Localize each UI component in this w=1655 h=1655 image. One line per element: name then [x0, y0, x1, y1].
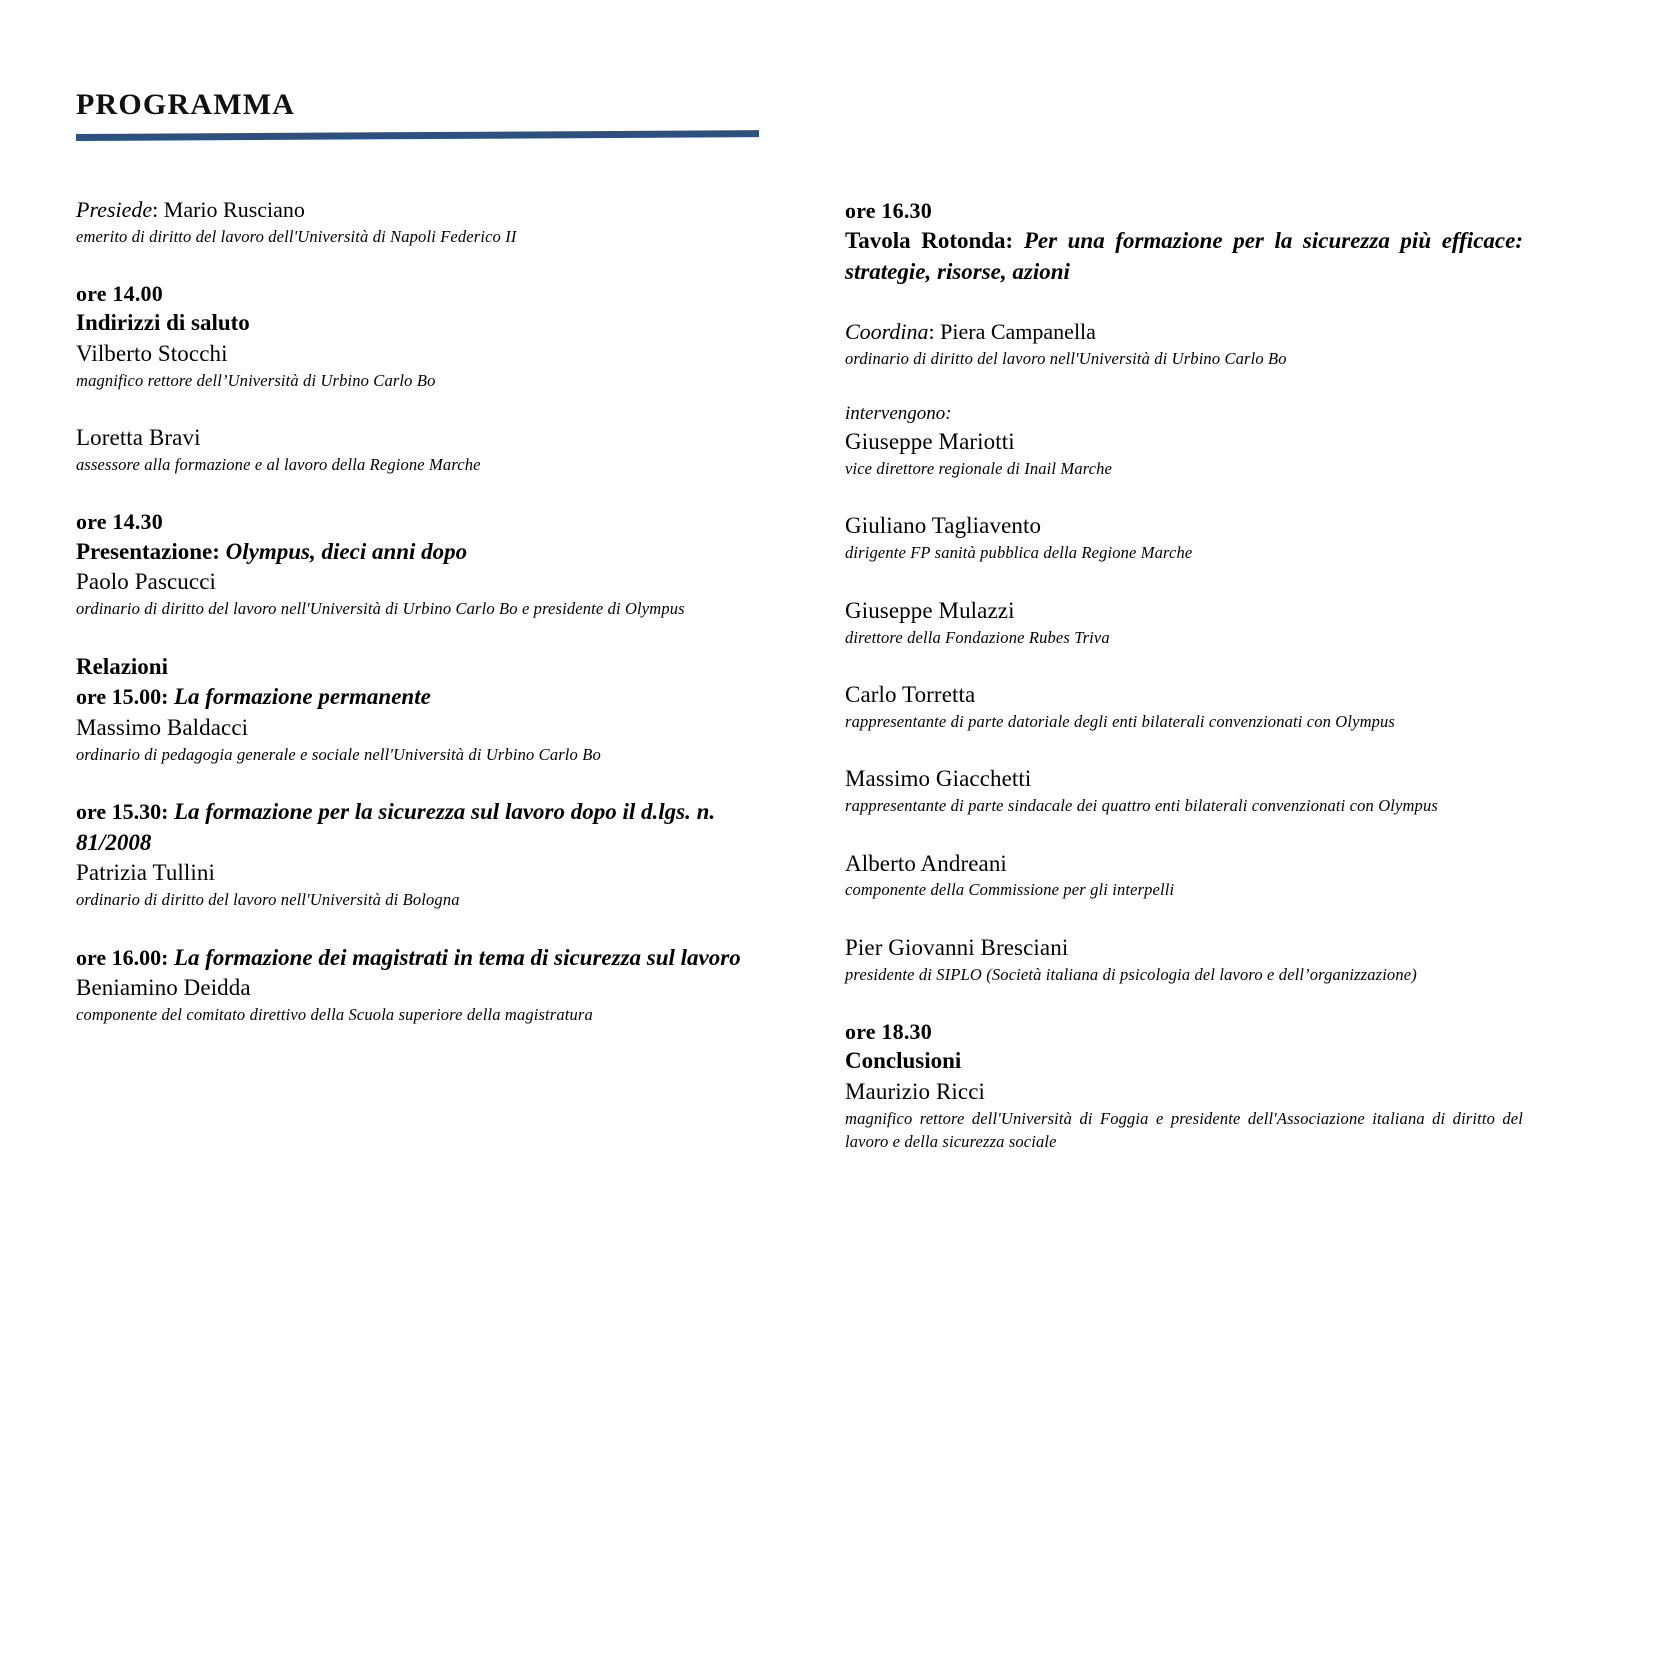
participants-label: intervengono:	[845, 403, 952, 425]
speaker-name: Carlo Torretta	[845, 681, 976, 707]
participant-4-block	[845, 680, 1523, 733]
chair-label: Presiede	[76, 197, 153, 222]
speaker-role: vice direttore regionale di Inail Marche	[845, 458, 1113, 478]
speaker-name: Giuseppe Mulazzi	[845, 597, 1015, 623]
greetings-time: ore 14.00	[76, 281, 163, 307]
relazione-title-line	[76, 682, 776, 713]
speaker-name: Giuliano Tagliavento	[845, 513, 1042, 539]
speaker-role: rappresentante di parte datoriale degli enti bilaterali convenzionati con Olympus	[845, 711, 1396, 731]
relazione-title: La formazione per la sicurezza sul lavoro dopo il d.lgs. n. 81/2008	[76, 799, 716, 855]
speaker-role: magnifico rettore dell'Università di Foggia e presidente dell'Associazione italiana di diritto del lavoro e della sicurezza sociale	[845, 1108, 1523, 1152]
speaker-name: Loretta Bravi	[76, 425, 201, 451]
coordinator-block	[845, 318, 1523, 370]
speaker-name: Giuseppe Mariotti	[845, 429, 1015, 454]
relazione-time: ore 15.30:	[76, 799, 174, 825]
speaker-name: Pier Giovanni Bresciani	[845, 934, 1069, 960]
relazione-title: La formazione permanente	[173, 684, 431, 710]
presentation-heading-title: Olympus, dieci anni dopo	[225, 538, 468, 564]
speaker-role: dirigente FP sanità pubblica della Regione Marche	[845, 543, 1193, 563]
coordinator-role: ordinario di diritto del lavoro nell'Università di Urbino Carlo Bo	[845, 348, 1287, 368]
participant-5-block	[845, 764, 1523, 817]
chair-separator: :	[152, 197, 164, 222]
speaker-role: componente del comitato direttivo della Scuola superiore della magistratura	[76, 1005, 593, 1025]
presentation-heading-label: Presentazione:	[76, 538, 226, 564]
participant-6-block	[845, 849, 1523, 902]
greetings-speaker-2-block	[76, 423, 776, 476]
greetings-block	[76, 279, 776, 392]
participant-3-block	[845, 596, 1523, 649]
round-table-heading-label: Tavola Rotonda:	[845, 228, 1024, 254]
left-column	[76, 196, 776, 1026]
speaker-name: Beniamino Deidda	[76, 975, 251, 1001]
speaker-role: assessore alla formazione e al lavoro della Regione Marche	[76, 455, 481, 475]
chair-line	[76, 196, 776, 225]
relazione-title: La formazione dei magistrati in tema di sicurezza sul lavoro	[173, 944, 741, 970]
round-table-heading	[845, 225, 1523, 287]
coordinator-line	[845, 318, 1523, 347]
relazione-time: ore 15.00:	[76, 684, 174, 710]
conclusions-block	[845, 1017, 1523, 1154]
conclusions-time: ore 18.30	[845, 1019, 932, 1045]
speaker-role: direttore della Fondazione Rubes Triva	[845, 627, 1110, 647]
relazione-title-line	[76, 797, 776, 858]
relazione-title-line	[76, 943, 776, 974]
chair-block	[76, 196, 776, 248]
speaker-role: magnifico rettore dell’Università di Urbino Carlo Bo	[76, 370, 436, 390]
speaker-name: Maurizio Ricci	[845, 1079, 985, 1105]
speaker-role: presidente di SIPLO (Società italiana di psicologia del lavoro e dell’organizzazione)	[845, 964, 1417, 984]
presentation-heading	[76, 537, 776, 568]
participant-7-block	[845, 933, 1523, 986]
relazioni-heading: Relazioni	[76, 653, 168, 679]
conclusions-heading: Conclusioni	[845, 1048, 962, 1074]
speaker-role: ordinario di diritto del lavoro nell'Università di Urbino Carlo Bo e presidente di Olympus	[76, 599, 685, 619]
presentation-time: ore 14.30	[76, 509, 163, 535]
participant-2-block	[845, 511, 1523, 564]
right-column	[845, 196, 1523, 1154]
presentation-block	[76, 507, 776, 620]
speaker-role: componente della Commissione per gli interpelli	[845, 880, 1175, 900]
speaker-name: Paolo Pascucci	[76, 569, 217, 595]
chair-role: emerito di diritto del lavoro dell'Università di Napoli Federico II	[76, 226, 517, 246]
speaker-name: Alberto Andreani	[845, 850, 1007, 876]
greetings-heading: Indirizzi di saluto	[76, 310, 250, 336]
speaker-name: Massimo Giacchetti	[845, 766, 1032, 792]
header-divider-rule	[76, 130, 759, 141]
speaker-name: Patrizia Tullini	[76, 860, 215, 886]
coordinator-name: Piera Campanella	[940, 319, 1096, 345]
speaker-name: Massimo Baldacci	[76, 714, 249, 740]
relazione-time: ore 16.00:	[76, 944, 174, 970]
round-table-time: ore 16.30	[845, 198, 932, 223]
relazioni-block	[76, 652, 776, 766]
relazione-3-block	[76, 943, 776, 1027]
chair-name: Mario Rusciano	[163, 197, 305, 222]
page-header	[76, 88, 776, 141]
speaker-role: rappresentante di parte sindacale dei quattro enti bilaterali convenzionati con Olympus	[845, 796, 1438, 816]
speaker-role: ordinario di pedagogia generale e sociale nell'Università di Urbino Carlo Bo	[76, 744, 601, 764]
speaker-name: Vilberto Stocchi	[76, 340, 228, 366]
round-table-heading-title: Per una formazione per la sicurezza più efficace: strategie, risorse, azioni	[845, 228, 1523, 285]
coordinator-label: Coordina	[845, 319, 929, 345]
coordinator-separator: :	[928, 319, 941, 345]
page-title: PROGRAMMA	[76, 88, 296, 121]
participants-block	[845, 401, 1523, 480]
speaker-role: ordinario di diritto del lavoro nell'Università di Bologna	[76, 890, 460, 910]
relazione-2-block	[76, 797, 776, 911]
round-table-block	[845, 196, 1523, 287]
